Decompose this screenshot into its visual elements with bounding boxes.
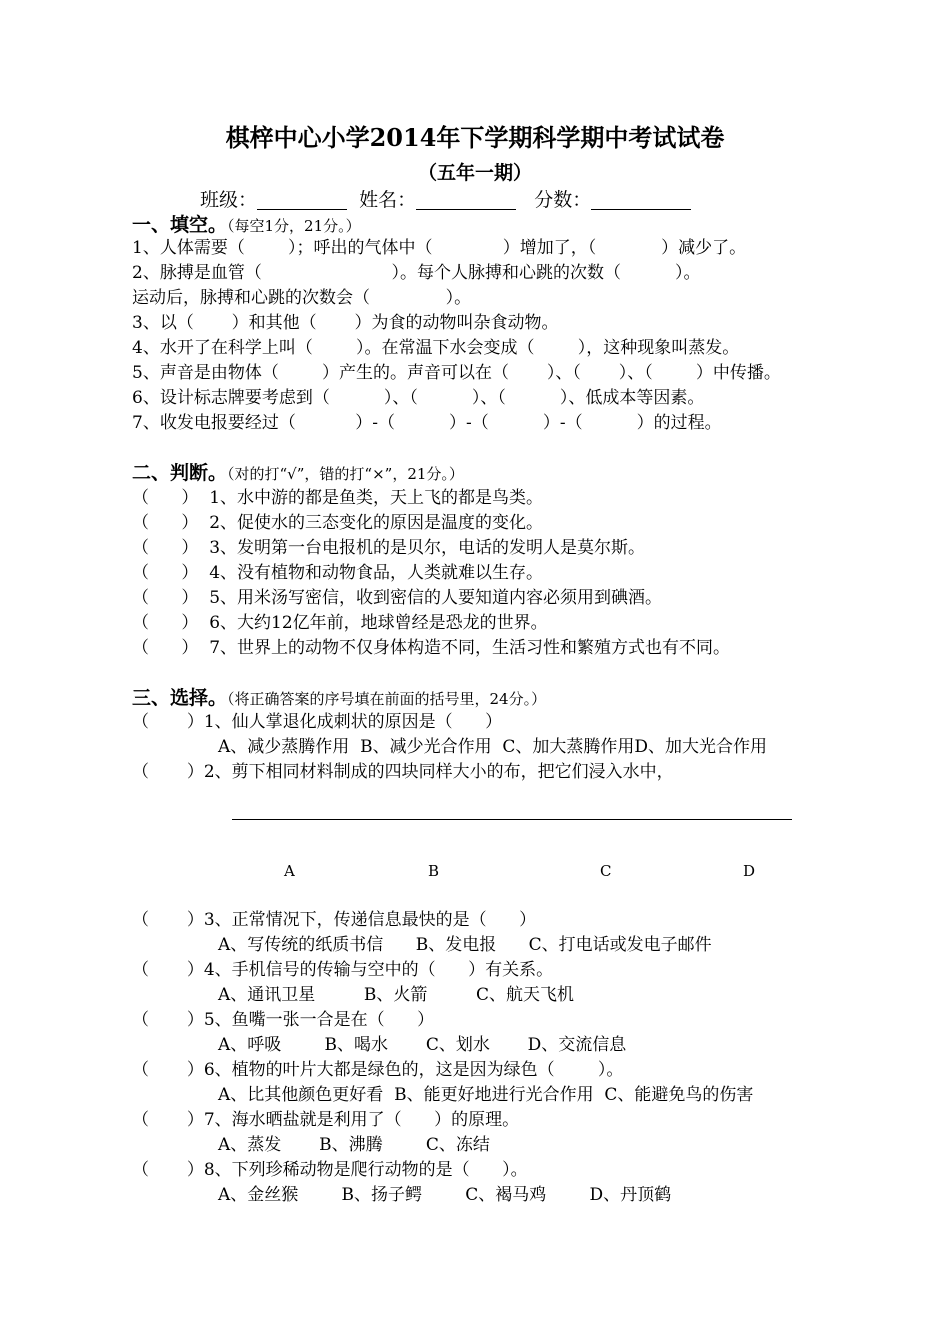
- fill-line-4: 3、以（ ）和其他（ ）为食的动物叫杂食动物。: [132, 313, 559, 333]
- judge-item-4: （ ） 4、没有植物和动物食品，人类就难以生存。: [132, 563, 544, 583]
- figure-rule: [232, 819, 792, 820]
- section2-title: 二、判断。: [132, 462, 228, 484]
- figure-label-d: D: [743, 862, 756, 880]
- section1-title: 一、填空。: [132, 214, 228, 236]
- choice-q1: （ ）1、仙人掌退化成刺状的原因是（ ）: [132, 712, 503, 732]
- fill-line-2: 2、脉搏是血管（ ）。每个人脉搏和心跳的次数（ ）。: [132, 263, 701, 283]
- class-blank[interactable]: [257, 189, 347, 210]
- choice-q2: （ ）2、剪下相同材料制成的四块同样大小的布，把它们浸入水中，: [132, 762, 674, 782]
- section3-heading: [132, 685, 546, 712]
- figure-label-b: B: [428, 862, 440, 880]
- name-label: 姓名：: [359, 189, 417, 211]
- section1-note: （每空1分，21分。）: [227, 217, 361, 235]
- fill-line-6: 5、声音是由物体（ ）产生的。声音可以在（ ）、（ ）、（ ）中传播。: [132, 363, 781, 383]
- choice-q3-options: A、写传统的纸质书信 B、发电报 C、打电话或发电子邮件: [218, 935, 712, 955]
- section1-heading: [132, 212, 361, 239]
- choice-q4-options: A、通讯卫星 B、火箭 C、航天飞机: [218, 985, 575, 1005]
- fill-line-3: 运动后，脉搏和心跳的次数会（ ）。: [132, 288, 472, 308]
- section2-note: （对的打“√”，错的打“×”，21分。）: [227, 465, 464, 483]
- figure-label-a: A: [284, 862, 295, 880]
- exam-subtitle: （五年一期）: [417, 162, 532, 184]
- score-label: 分数：: [534, 189, 592, 211]
- judge-item-5: （ ） 5、用米汤写密信，收到密信的人要知道内容必须用到碘酒。: [132, 588, 663, 608]
- choice-q5: （ ）5、鱼嘴一张一合是在（ ）: [132, 1010, 435, 1030]
- choice-q7: （ ）7、海水晒盐就是利用了（ ）的原理。: [132, 1110, 520, 1130]
- choice-q6-options: A、比其他颜色更好看 B、能更好地进行光合作用 C、能避免鸟的伤害: [218, 1085, 754, 1105]
- judge-item-1: （ ） 1、水中游的都是鱼类，天上飞的都是鸟类。: [132, 488, 544, 508]
- judge-item-7: （ ） 7、世界上的动物不仅身体构造不同，生活习性和繁殖方式也有不同。: [132, 638, 731, 658]
- choice-q8: （ ）8、下列珍稀动物是爬行动物的是（ ）。: [132, 1160, 528, 1180]
- choice-q3: （ ）3、正常情况下，传递信息最快的是（ ）: [132, 910, 537, 930]
- name-blank[interactable]: [416, 189, 516, 210]
- fill-line-7: 6、设计标志牌要考虑到（ ）、（ ）、（ ）、低成本等因素。: [132, 388, 705, 408]
- section3-note: （将正确答案的序号填在前面的括号里，24分。）: [227, 690, 547, 708]
- student-info: [200, 186, 691, 214]
- fill-line-8: 7、收发电报要经过（ ）-（ ）-（ ）-（ ）的过程。: [132, 413, 722, 433]
- choice-q4: （ ）4、手机信号的传输与空中的（ ）有关系。: [132, 960, 554, 980]
- fill-line-1: 1、人体需要（ ）；呼出的气体中（ ）增加了，（ ）减少了。: [132, 238, 747, 258]
- fill-line-5: 4、水开了在科学上叫（ ）。在常温下水会变成（ ），这种现象叫蒸发。: [132, 338, 740, 358]
- choice-q5-options: A、呼吸 B、喝水 C、划水 D、交流信息: [218, 1035, 627, 1055]
- judge-item-6: （ ） 6、大约12亿年前，地球曾经是恐龙的世界。: [132, 613, 548, 633]
- score-blank[interactable]: [591, 189, 691, 210]
- choice-q1-options: A、减少蒸腾作用 B、减少光合作用 C、加大蒸腾作用D、加大光合作用: [218, 737, 768, 757]
- judge-item-2: （ ） 2、促使水的三态变化的原因是温度的变化。: [132, 513, 544, 533]
- choice-q7-options: A、蒸发 B、沸腾 C、冻结: [218, 1135, 490, 1155]
- figure-label-c: C: [600, 862, 612, 880]
- judge-item-3: （ ） 3、发明第一台电报机的是贝尔，电话的发明人是莫尔斯。: [132, 538, 646, 558]
- choice-q8-options: A、金丝猴 B、扬子鳄 C、褐马鸡 D、丹顶鹤: [218, 1185, 672, 1205]
- choice-q6: （ ）6、植物的叶片大都是绿色的，这是因为绿色（ ）。: [132, 1060, 624, 1080]
- class-label: 班级：: [200, 189, 258, 211]
- section2-heading: [132, 460, 464, 487]
- exam-title: 棋梓中心小学2014年下学期科学期中考试试卷: [225, 123, 725, 152]
- section3-title: 三、选择。: [132, 687, 228, 709]
